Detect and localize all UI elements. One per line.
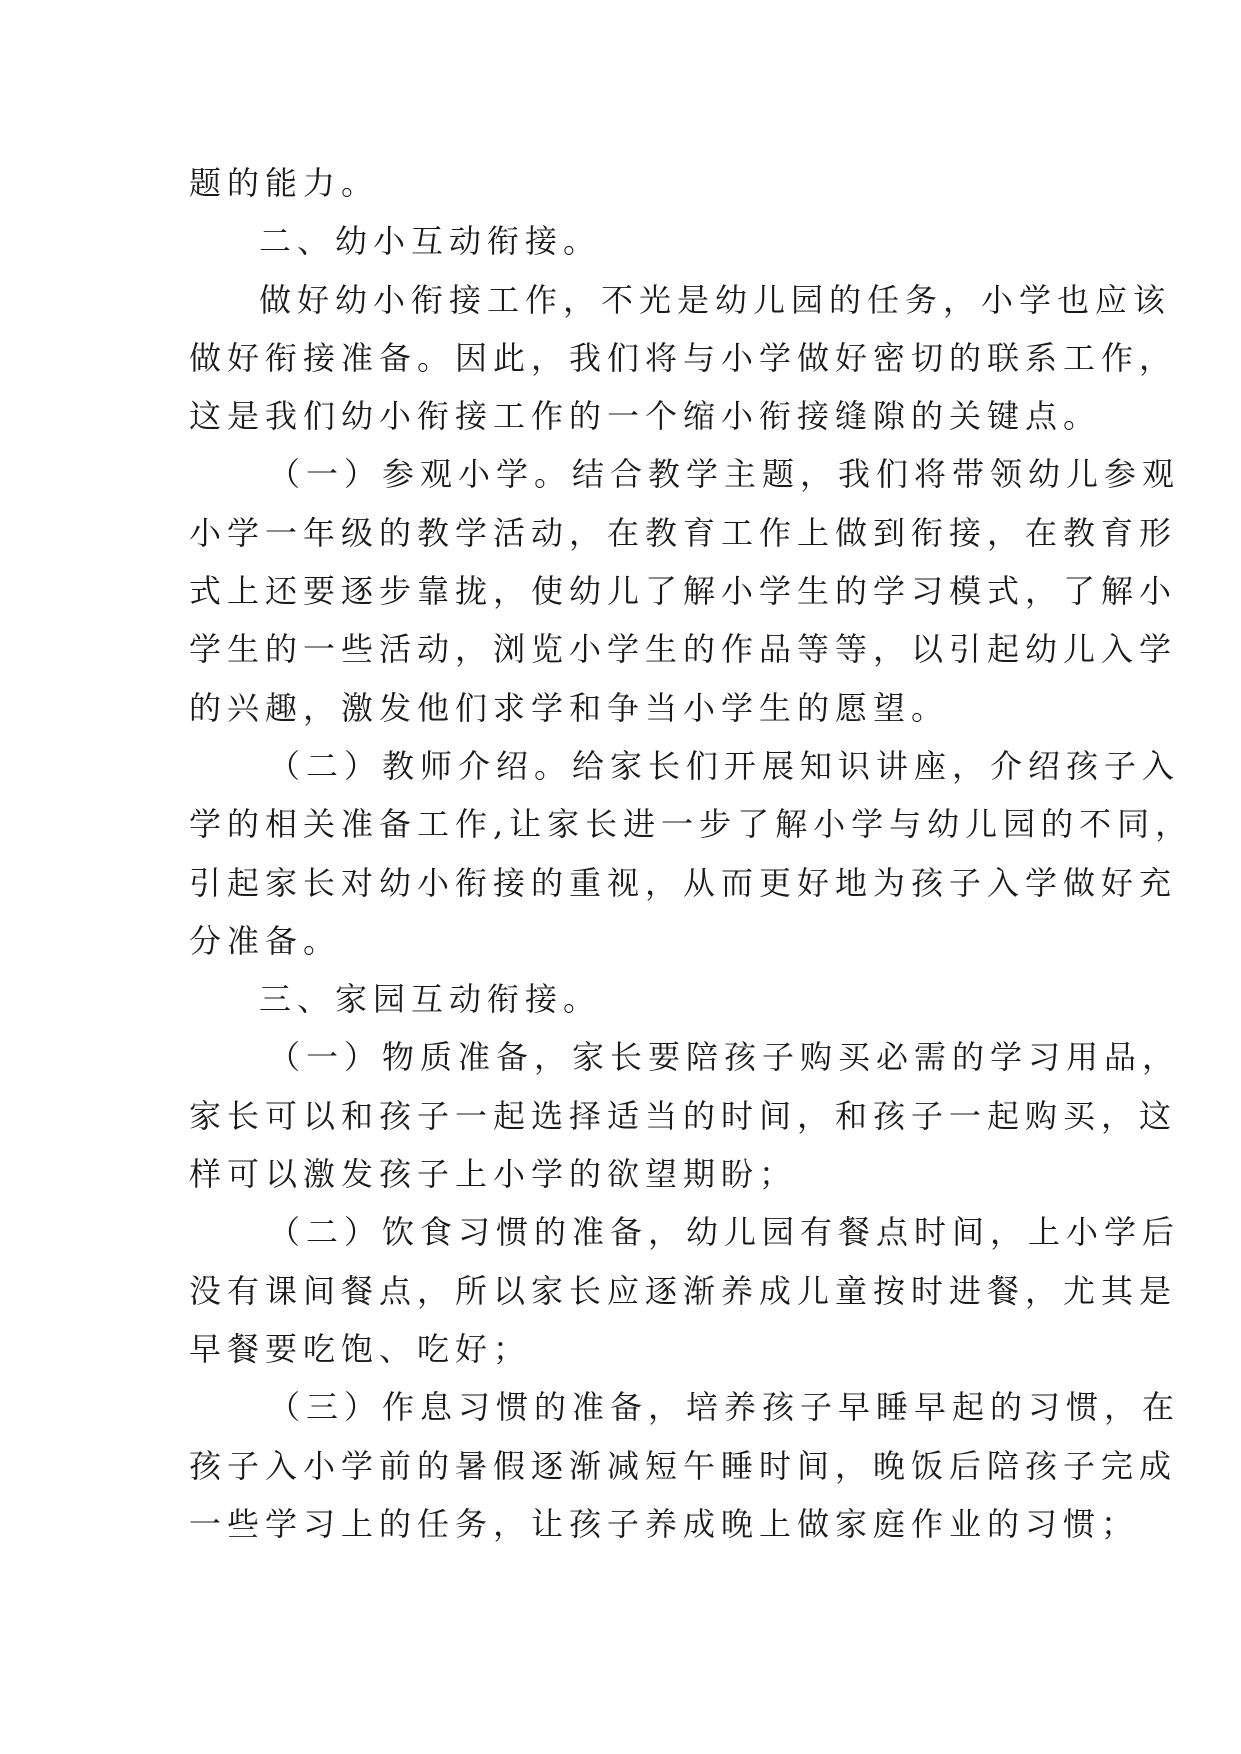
paragraph (189, 970, 1069, 1028)
paragraph-first-line: 题的能力。 (189, 164, 380, 202)
paragraph-line: 小学一年级的教学活动，在教育工作上做到衔接，在教育形 (189, 513, 1178, 552)
paragraph (189, 1203, 1181, 1378)
paragraph-line: 一些学习上的任务，让孩子养成晚上做家庭作业的习惯； (189, 1504, 1140, 1543)
paragraph-first-line: （一）参观小学。结合教学主题，我们将带领幼儿参观 (268, 455, 1181, 494)
paragraph-line: 学的相关准备工作,让家长进一步了解小学与幼儿园的不同， (189, 805, 1194, 844)
paragraph-first-line: 三、家园互动衔接。 (259, 980, 602, 1019)
paragraph-line: 的兴趣，激发他们求学和争当小学生的愿望。 (189, 688, 950, 727)
paragraph (189, 212, 1069, 270)
paragraph-line: 学生的一些活动，浏览小学生的作品等等，以引起幼儿入学 (189, 630, 1178, 669)
paragraph-line: 式上还要逐步靠拢，使幼儿了解小学生的学习模式，了解小 (189, 572, 1178, 611)
paragraph (189, 1028, 1181, 1203)
paragraph-first-line: （二）饮食习惯的准备，幼儿园有餐点时间，上小学后 (268, 1213, 1181, 1252)
paragraph-line: 没有课间餐点，所以家长应逐渐养成儿童按时进餐，尤其是 (189, 1271, 1178, 1310)
paragraph-line: 家长可以和孩子一起选择适当的时间，和孩子一起购买，这 (189, 1096, 1178, 1135)
paragraph-first-line: （一）物质准备，家长要陪孩子购买必需的学习用品， (268, 1038, 1181, 1077)
paragraph-first-line: 二、幼小互动衔接。 (259, 222, 602, 261)
paragraph-line: 做好衔接准备。因此，我们将与小学做好密切的联系工作， (189, 338, 1178, 377)
paragraph-line: 引起家长对幼小衔接的重视，从而更好地为孩子入学做好充 (189, 863, 1178, 902)
paragraph-first-line: （三）作息习惯的准备，培养孩子早睡早起的习惯，在 (268, 1388, 1181, 1427)
paragraph (189, 445, 1181, 736)
paragraph (189, 1378, 1181, 1553)
paragraph (189, 737, 1194, 970)
paragraph (189, 154, 1069, 212)
paragraph-first-line: 做好幼小衔接工作，不光是幼儿园的任务，小学也应该 (259, 280, 1172, 319)
paragraph-line: 孩子入小学前的暑假逐渐减短午睡时间，晚饭后陪孩子完成 (189, 1446, 1178, 1485)
paragraph-line: 分准备。 (189, 921, 342, 960)
paragraph (189, 271, 1178, 446)
paragraph-line: 样可以激发孩子上小学的欲望期盼； (189, 1155, 798, 1194)
body-text (189, 154, 1194, 1553)
paragraph-line: 这是我们幼小衔接工作的一个缩小衔接缝隙的关键点。 (189, 397, 1102, 436)
paragraph-first-line: （二）教师介绍。给家长们开展知识讲座，介绍孩子入 (268, 746, 1181, 785)
paragraph-line: 早餐要吃饱、吃好； (189, 1329, 532, 1368)
